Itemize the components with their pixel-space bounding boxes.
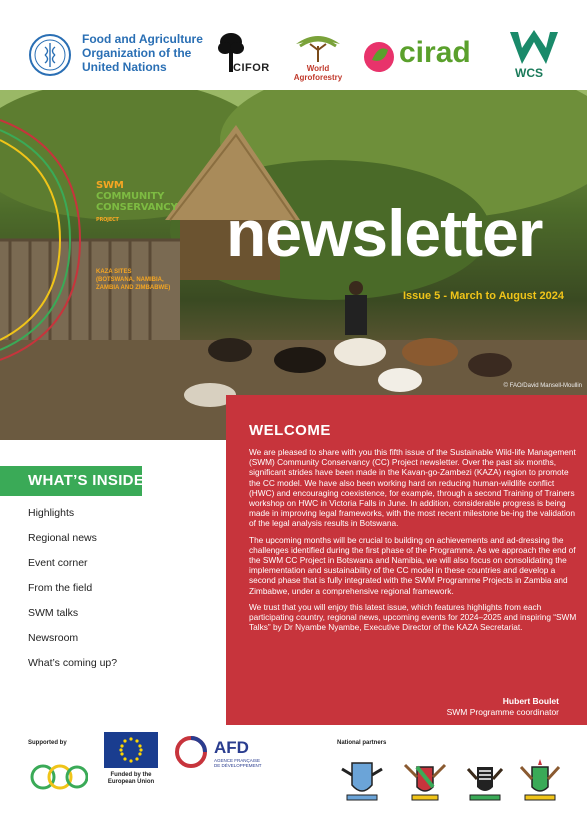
zambia-coat-of-arms-icon <box>460 755 510 805</box>
whats-inside-title: WHAT’S INSIDE? <box>28 472 154 489</box>
welcome-body <box>249 447 579 638</box>
eu-flag-icon <box>104 732 158 768</box>
acp-logo-icon <box>28 752 88 802</box>
welcome-paragraph: We are pleased to share with you this fifth issue of the Sustainable Wild-life Management (SWM) Community Conservancy (CC) Project newsletter. Over the past six months, significant strides have been made in the Kavan-go-Zambezi (KAZA) region to promote the CC model. We have also been working hard on reducing human-wildlife conflict (HWC) and encouraging coexistence, for example, through a second Training of Trainers workshop on HWC in Victoria Falls in June. In addition, considerable progress is being made in improving legal frameworks, with the most recent milestone be-ing the validation of the legal analysis results in Botswana. <box>249 447 576 529</box>
welcome-paragraph: The upcoming months will be crucial to building on achievements and ad-dressing the challenges identified during the first phase of the Programme. As we approach the end of the SWM CC Project in Botswana and Namibia, we will also focus on consolidating the implementation and sustainability of the CC model in these countries and develop a second phase that is fully integrated with the SWM Programme Projects in Zambia and Zimbabwe, under a comprehensive regional framework. <box>249 534 576 596</box>
national-partners-label: National partners <box>337 740 387 746</box>
project-title: SWM COMMUNITY CONSERVANCY PROJECT <box>96 180 178 223</box>
signatory-role: SWM Programme coordinator <box>446 707 559 717</box>
header <box>0 0 587 90</box>
afd-ring-icon <box>174 735 208 769</box>
issue-info: Issue 5 - March to August 2024 <box>403 290 564 302</box>
afd-sublabel: AGENCE FRANÇAISE DE DÉVELOPPEMENT <box>214 758 262 768</box>
welcome-panel <box>226 395 587 725</box>
cirad-leaf-icon <box>362 40 396 74</box>
inside-item-highlights[interactable]: Highlights <box>28 507 75 519</box>
afd-label: AFD <box>214 738 249 757</box>
newsletter-title: newsletter <box>226 196 543 270</box>
namibia-coat-of-arms-icon <box>400 755 450 805</box>
inside-item-swm-talks[interactable]: SWM talks <box>28 607 79 619</box>
zimbabwe-coat-of-arms-icon <box>515 755 565 805</box>
kaza-sites: KAZA SITES (BOTSWANA, NAMIBIA, ZAMBIA AND ZIMBABWE) <box>96 269 171 291</box>
signatory-name: Hubert Boulet <box>502 696 559 706</box>
welcome-heading: WELCOME <box>249 422 331 439</box>
welcome-paragraph: We trust that you will enjoy this latest issue, which features highlights from each participating country, regional news, upcoming events for 2024–2025 and inspiring “SWM Talks” by Dr Nyambe Nyambe, Executive Director of the KAZA Secretariat. <box>249 601 577 633</box>
wcs-label: WCS <box>515 66 543 80</box>
cirad-label: cirad <box>399 36 471 69</box>
inside-item-from-the-field[interactable]: From the field <box>28 582 93 594</box>
inside-item-newsroom[interactable]: Newsroom <box>28 632 79 644</box>
inside-item-regional-news[interactable]: Regional news <box>28 532 97 544</box>
supported-by-label: Supported by <box>28 740 67 746</box>
botswana-coat-of-arms-icon <box>337 755 387 805</box>
fao-emblem-icon <box>28 33 72 77</box>
agroforestry-label: World Agroforestry <box>293 64 343 82</box>
signature <box>447 696 559 718</box>
eu-caption: Funded by the European Union <box>107 772 155 785</box>
inside-item-whats-coming-up[interactable]: What’s coming up? <box>28 657 118 669</box>
inside-item-event-corner[interactable]: Event corner <box>28 557 88 569</box>
wcs-w-icon <box>508 30 560 66</box>
photo-credit: © FAO/David Mansell-Moullin <box>503 383 582 389</box>
cifor-label: CIFOR <box>233 62 270 74</box>
fao-name: Food and Agriculture Organization of the United Nations <box>82 32 203 74</box>
whats-inside-list <box>28 506 117 681</box>
